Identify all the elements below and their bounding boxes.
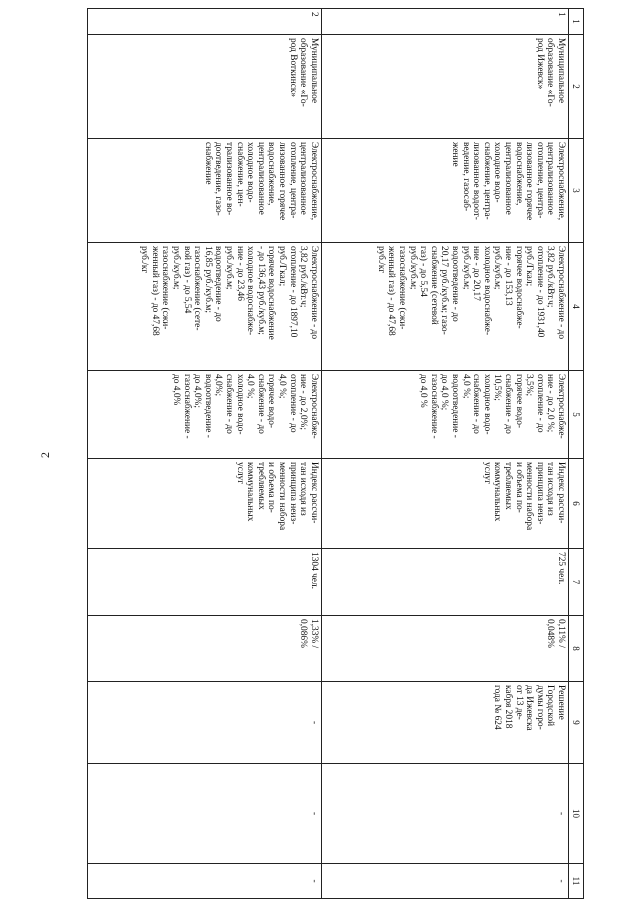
col11-cell: - [88, 864, 322, 899]
page-number: 2 [38, 452, 52, 458]
header-cell-5: 5 [569, 371, 584, 459]
decision-cell: - [88, 682, 322, 764]
header-cell-11: 11 [569, 864, 584, 899]
table-row [88, 9, 322, 899]
municipality-cell: Муниципальное образование «Го- род Воткинск» [88, 35, 322, 139]
services-cell: Электроснабжение, централизованное отопление, центра- лизованное горячее водоснабжение, централизованное холодное водо- снабжение, центра- лизованное водоот- ведение, газосаб- жение [321, 139, 568, 243]
municipality-cell: Муниципальное образование «Го- род Ижевск» [321, 35, 568, 139]
header-cell-2: 2 [569, 35, 584, 139]
header-cell-9: 9 [569, 682, 584, 764]
col10-cell: - [88, 764, 322, 864]
header-cell-4: 4 [569, 243, 584, 371]
header-cell-10: 10 [569, 764, 584, 864]
services-cell: Электроснабжение, централизованное отопление, центра- лизованное горячее водоснабжение, централизованное холодное водо- снабжение, цен- трализованное во- доотведение, газо- снабжение [88, 139, 322, 243]
decision-cell: Решение Городской думы горо- да Ижевска от 13 де- кабря 2018 года № 624 [321, 682, 568, 764]
col11-cell: - [321, 864, 568, 899]
row-number: 2 [88, 9, 322, 35]
header-cell-6: 6 [569, 459, 584, 549]
header-cell-1: 1 [569, 9, 584, 35]
tariffs-cell: Электроснабжение - до 3,82 руб./кВт.ч; отопление - до 1897,10 руб./Гкал; горячее водоснабжение - до 136,43 руб./куб.м; холодное водоснабже- ние - до 23,46 руб./куб.м; водоотведение - до 16,85 руб./куб.м; газоснабжение (сете- вой газ) - до 5,54 руб./куб.м; газоснабжение (сжи- женный газ) - до 47,68 руб./кг [88, 243, 322, 371]
tariff-table [87, 8, 584, 899]
header-cell-3: 3 [569, 139, 584, 243]
header-cell-7: 7 [569, 549, 584, 616]
row-number: 1 [321, 9, 568, 35]
table-row [321, 9, 568, 899]
growth-cell: Электроснабже- ние - до 2,0 %; отопление - до 3,5%; горячее водо- снабжение - до 10,5%; холодное водо- снабжение - до 4,0 %; водоотведение - до 4,0 %; газоснабжение - до 4,0 % [321, 371, 568, 459]
population-cell: 725 чел. [321, 549, 568, 616]
tariffs-cell: Электроснабжение - до 3,82 руб./кВт.ч; отопление - до 1931,40 руб./Гкал; горячее водоснабже- ние - до 153,13 руб./куб.м; холодное водоснабже- ние - до 20,17 руб./куб.м; водоотведение - до 20,17 руб./куб.м; газо- снабжение (сетевой газ) - до 5,54 руб./куб.м; газоснабжение (сжи- женный газ) - до 47,68 руб./кг [321, 243, 568, 371]
share-cell: 0,11% / 0,048% [321, 616, 568, 682]
population-cell: 1304 чел. [88, 549, 322, 616]
tariff-table-wrapper [87, 8, 584, 898]
col10-cell: - [321, 764, 568, 864]
header-row [569, 9, 584, 899]
basis-cell: Индекс рассчи- тан исходя из принципа неиз- менности набора и объема по- требляемых коммунальных услуг [88, 459, 322, 549]
basis-cell: Индекс рассчи- тан исходя из принципа неиз- менности набора и объема по- требляемых коммунальных услуг [321, 459, 568, 549]
header-cell-8: 8 [569, 616, 584, 682]
growth-cell: Электроснабже- ние - до 2,0%; отопление - до 4,0 %; горячее водо- снабжение - до 4,0 %; холодное водо- снабжение - до 4,0%; водоотведение - до 4,0%; газоснабжение - до 4,0% [88, 371, 322, 459]
share-cell: 1,33% / 0,086% [88, 616, 322, 682]
